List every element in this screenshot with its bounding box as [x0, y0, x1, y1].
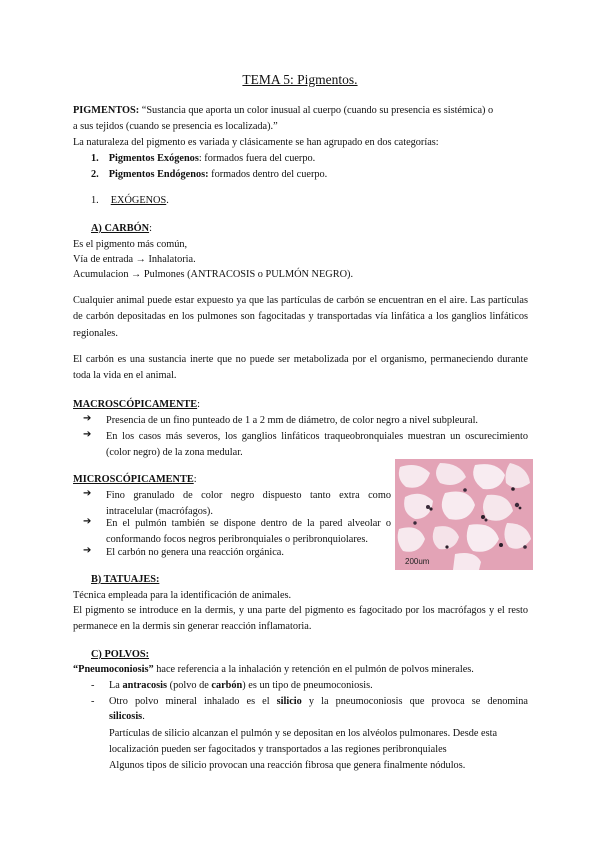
- carbon-paragraph-1: Cualquier animal puede estar expuesto ya que las partículas de carbón se encuentran en el aire. Las partículas de carbón depositadas en los pulmones son fagocitadas y transportadas vía linfática a los ganglios linfáticos regionales.: [73, 295, 528, 339]
- lung-histology-image: [395, 459, 533, 570]
- histology-illustration: [395, 459, 533, 570]
- subheading-tattoos: B) TATUAJES:: [91, 574, 160, 585]
- micro-item-1: Fino granulado de color negro dispuesto tanto extra como intracelular (macrófagos).: [106, 490, 391, 518]
- tattoos-line-1: Técnica empleada para la identificación de animales.: [73, 590, 292, 601]
- definition-line-1: PIGMENTOS: “Sustancia que aporta un color inusual al cuerpo (cuando su presencia es sistémica) o: [73, 105, 494, 116]
- section-heading-exogenous: 1. EXÓGENOS.: [91, 195, 169, 206]
- arrow-bullet-icon: ➔: [83, 413, 92, 424]
- arrow-bullet-icon: ➔: [83, 429, 92, 440]
- dust-item-1: La antracosis (polvo de carbón) es un tipo de pneumoconiosis.: [109, 680, 373, 691]
- pneumoconiosis-definition: “Pneumoconiosis” hace referencia a la inhalación y retención en el pulmón de polvos minerales.: [73, 664, 474, 675]
- definition-line-2: a sus tejidos (cuando se presencia es localizada).”: [73, 121, 278, 132]
- carbon-line-1: Es el pigmento más común,: [73, 239, 188, 250]
- page-title: TEMA 5: Pigmentos.: [242, 72, 358, 87]
- subheading-carbon: A) CARBÓN:: [91, 223, 152, 234]
- macro-heading: MACROSCÓPICAMENTE:: [73, 399, 201, 410]
- micro-heading: MICROSCÓPICAMENTE:: [73, 474, 197, 485]
- dash-bullet-icon: -: [91, 680, 95, 691]
- arrow-bullet-icon: ➔: [83, 488, 92, 499]
- list-item-endogenous: 2. Pigmentos Endógenos: formados dentro del cuerpo.: [91, 169, 328, 180]
- silica-detail-2: localización pueden ser fagocitados y transportados a las regiones peribronquiales: [109, 744, 447, 755]
- arrow-bullet-icon: ➔: [83, 516, 92, 527]
- carbon-line-2: Vía de entrada → Inhalatoria.: [73, 254, 196, 265]
- arrow-bullet-icon: ➔: [83, 545, 92, 556]
- silica-detail-3: Algunos tipos de silicio provocan una reacción fibrosa que genera finalmente nódulos.: [109, 760, 466, 771]
- micro-item-2: En el pulmón también se dispone dentro de la pared alveolar o conformando focos negros peribronquiales o peribronquiolares.: [106, 518, 391, 546]
- micro-item-3: El carbón no genera una reacción orgánica.: [106, 547, 284, 558]
- list-item-exogenous: 1. Pigmentos Exógenos: formados fuera del cuerpo.: [91, 153, 316, 164]
- classification-text: La naturaleza del pigmento es variada y clásicamente se han agrupado en dos categorías:: [73, 137, 439, 148]
- silica-detail-1: Partículas de silicio alcanzan el pulmón y se depositan en los alvéolos pulmonares. Desde esta: [109, 728, 498, 739]
- tattoos-paragraph: El pigmento se introduce en la dermis, y una parte del pigmento es fagocitado por los macrófagos y el resto permanece en la dermis sin generar reacción inflamatoria.: [73, 605, 528, 633]
- carbon-line-3: Acumulacion → Pulmones (ANTRACOSIS o PULMÓN NEGRO).: [73, 269, 354, 280]
- scale-bar-label: 200um: [405, 557, 430, 566]
- subheading-dusts: C) POLVOS:: [91, 649, 150, 660]
- carbon-paragraph-2: El carbón es una sustancia inerte que no puede ser metabolizada por el organismo, permaneciendo durante toda la vida en el animal.: [73, 354, 528, 382]
- dust-item-2-term: silicosis.: [109, 711, 145, 722]
- macro-item-1: Presencia de un fino punteado de 1 a 2 mm de diámetro, de color negro a nivel subpleural.: [106, 415, 478, 426]
- dash-bullet-icon: -: [91, 696, 95, 707]
- dust-item-2: Otro polvo mineral inhalado es el silicio y la pneumoconiosis que provoca se denomina: [109, 696, 528, 707]
- macro-item-2: En los casos más severos, los ganglios linfáticos traqueobronquiales muestran un oscurecimiento (color negro) de la zona medular.: [106, 431, 528, 459]
